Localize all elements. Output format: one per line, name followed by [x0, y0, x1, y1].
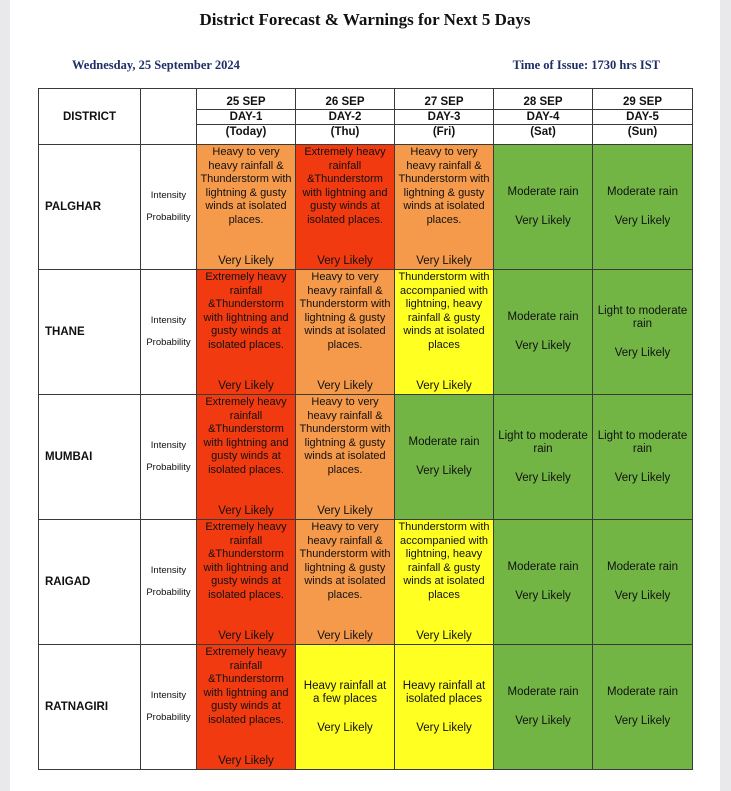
- row-labels: [141, 270, 197, 395]
- intensity-text: Heavy to very heavy rainfall & Thunderstorm with lightning & gusty winds at isolated places.: [398, 146, 490, 226]
- row-labels: [141, 520, 197, 645]
- label-header: [141, 89, 197, 145]
- intensity-text: Moderate rain: [507, 561, 579, 574]
- probability-text: Very Likely: [515, 471, 571, 484]
- intensity-label: Intensity: [150, 565, 187, 576]
- forecast-cell: [395, 645, 494, 770]
- district-row: [39, 645, 693, 770]
- probability-text: Very Likely: [614, 589, 671, 602]
- forecast-cell: [296, 645, 395, 770]
- day-name: (Sat): [494, 124, 592, 139]
- day-number: DAY-2: [296, 109, 394, 124]
- intensity-text: Moderate rain: [408, 436, 480, 449]
- day-number: DAY-4: [494, 109, 592, 124]
- district-row: [39, 520, 693, 645]
- probability-text: Very Likely: [317, 721, 373, 734]
- intensity-text: Heavy to very heavy rainfall & Thunderstorm with lightning & gusty winds at isolated places.: [200, 146, 292, 226]
- intensity-text: Heavy rainfall at isolated places: [402, 679, 486, 705]
- day-header: [494, 89, 593, 145]
- probability-text: Very Likely: [416, 630, 472, 642]
- forecast-cell-content: [395, 270, 493, 394]
- forecast-cell-content: [593, 645, 692, 769]
- intensity-text: Light to moderate rain: [498, 429, 588, 455]
- header-row: [39, 89, 693, 145]
- district-name: MUMBAI: [39, 395, 141, 520]
- intensity-text: Heavy to very heavy rainfall & Thunderstorm with lightning & gusty winds at isolated places.: [299, 271, 391, 351]
- forecast-cell-content: [593, 145, 692, 269]
- day-name: (Fri): [395, 124, 493, 139]
- day-date: 28 SEP: [523, 95, 563, 108]
- probability-text: Very Likely: [218, 630, 274, 642]
- district-name: PALGHAR: [39, 145, 141, 270]
- probability-label: Probability: [146, 462, 191, 473]
- forecast-cell: [593, 145, 693, 270]
- intensity-label: Intensity: [150, 190, 187, 201]
- forecast-cell: [296, 395, 395, 520]
- forecast-cell-content: [296, 145, 394, 269]
- day-header: [296, 89, 395, 145]
- intensity-text: Moderate rain: [607, 686, 678, 699]
- intensity-text: Heavy to very heavy rainfall & Thunderstorm with lightning & gusty winds at isolated places.: [299, 396, 391, 476]
- forecast-cell-content: [593, 395, 692, 519]
- probability-label: Probability: [146, 712, 191, 723]
- probability-text: Very Likely: [614, 471, 671, 484]
- forecast-cell: [494, 645, 593, 770]
- forecast-cell-content: [395, 395, 493, 519]
- probability-text: Very Likely: [515, 714, 571, 727]
- issue-date: Wednesday, 25 September 2024: [72, 58, 240, 72]
- forecast-cell: [494, 520, 593, 645]
- day-name: (Sun): [593, 124, 692, 139]
- forecast-cell: [197, 145, 296, 270]
- forecast-cell-content: [197, 520, 295, 644]
- day-header: [395, 89, 494, 145]
- forecast-cell: [197, 645, 296, 770]
- probability-label: Probability: [146, 212, 191, 223]
- probability-text: Very Likely: [515, 589, 571, 602]
- intensity-text: Light to moderate rain: [597, 429, 688, 455]
- forecast-rows: [39, 145, 693, 770]
- day-number: DAY-1: [197, 109, 295, 124]
- probability-text: Very Likely: [218, 505, 274, 517]
- forecast-cell: [197, 520, 296, 645]
- probability-text: Very Likely: [317, 255, 373, 267]
- district-name: THANE: [39, 270, 141, 395]
- forecast-cell-content: [197, 395, 295, 519]
- day-date: 29 SEP: [623, 95, 662, 108]
- forecast-cell: [593, 645, 693, 770]
- district-row: [39, 145, 693, 270]
- probability-text: Very Likely: [218, 380, 274, 392]
- forecast-cell-content: [494, 395, 592, 519]
- forecast-cell-content: [296, 645, 394, 769]
- forecast-cell: [395, 395, 494, 520]
- forecast-cell: [494, 270, 593, 395]
- intensity-text: Moderate rain: [507, 186, 579, 199]
- forecast-cell: [593, 520, 693, 645]
- forecast-cell-content: [197, 145, 295, 269]
- intensity-text: Light to moderate rain: [597, 304, 688, 330]
- probability-text: Very Likely: [416, 380, 472, 392]
- row-labels: [141, 645, 197, 770]
- page-title: District Forecast & Warnings for Next 5 Days: [199, 10, 531, 29]
- forecast-cell-content: [593, 520, 692, 644]
- district-name: RATNAGIRI: [39, 645, 141, 770]
- probability-text: Very Likely: [218, 255, 274, 267]
- day-date: 27 SEP: [424, 95, 464, 108]
- forecast-cell: [395, 145, 494, 270]
- forecast-cell-content: [494, 645, 592, 769]
- intensity-text: Moderate rain: [507, 311, 579, 324]
- issue-time: Time of Issue: 1730 hrs IST: [512, 58, 660, 72]
- forecast-cell: [197, 270, 296, 395]
- intensity-text: Extremely heavy rainfall &Thunderstorm with lightning and gusty winds at isolated places.: [203, 646, 289, 726]
- intensity-text: Extremely heavy rainfall &Thunderstorm with lightning and gusty winds at isolated places.: [302, 146, 388, 226]
- intensity-text: Extremely heavy rainfall &Thunderstorm with lightning and gusty winds at isolated places.: [203, 396, 289, 476]
- intensity-label: Intensity: [150, 440, 187, 451]
- forecast-table: [38, 88, 693, 770]
- probability-text: Very Likely: [218, 755, 274, 767]
- probability-text: Very Likely: [614, 346, 671, 359]
- forecast-cell: [296, 270, 395, 395]
- forecast-cell: [494, 145, 593, 270]
- day-name: (Today): [197, 124, 295, 139]
- intensity-text: Moderate rain: [507, 686, 579, 699]
- forecast-cell-content: [395, 520, 493, 644]
- probability-text: Very Likely: [317, 630, 373, 642]
- probability-label: Probability: [146, 587, 191, 598]
- forecast-cell-content: [494, 520, 592, 644]
- forecast-cell-content: [296, 520, 394, 644]
- day-header: [197, 89, 296, 145]
- day-number: DAY-3: [395, 109, 493, 124]
- intensity-text: Extremely heavy rainfall &Thunderstorm with lightning and gusty winds at isolated places.: [203, 271, 289, 351]
- probability-text: Very Likely: [614, 714, 671, 727]
- forecast-cell-content: [395, 145, 493, 269]
- forecast-cell-content: [296, 270, 394, 394]
- forecast-cell-content: [197, 270, 295, 394]
- forecast-cell-content: [197, 645, 295, 769]
- intensity-text: Extremely heavy rainfall &Thunderstorm with lightning and gusty winds at isolated places.: [203, 521, 289, 601]
- probability-text: Very Likely: [416, 255, 472, 267]
- forecast-cell: [296, 520, 395, 645]
- intensity-label: Intensity: [150, 690, 187, 701]
- forecast-cell: [593, 395, 693, 520]
- probability-text: Very Likely: [515, 214, 571, 227]
- probability-text: Very Likely: [515, 339, 571, 352]
- day-date: 25 SEP: [226, 95, 266, 108]
- intensity-text: Moderate rain: [607, 561, 678, 574]
- forecast-cell: [296, 145, 395, 270]
- day-date: 26 SEP: [325, 95, 365, 108]
- forecast-cell-content: [593, 270, 692, 394]
- row-labels: [141, 145, 197, 270]
- intensity-text: Thunderstorm with accompanied with lightning, heavy rainfall & gusty winds at isolated places: [398, 521, 490, 601]
- intensity-text: Moderate rain: [607, 186, 678, 199]
- forecast-sheet: [10, 0, 720, 791]
- forecast-cell: [593, 270, 693, 395]
- district-name: RAIGAD: [39, 520, 141, 645]
- day-header: [593, 89, 693, 145]
- forecast-cell-content: [494, 145, 592, 269]
- day-number: DAY-5: [593, 109, 692, 124]
- day-name: (Thu): [296, 124, 394, 139]
- intensity-text: Heavy to very heavy rainfall & Thunderstorm with lightning & gusty winds at isolated places.: [299, 521, 391, 601]
- forecast-cell: [395, 270, 494, 395]
- probability-text: Very Likely: [416, 721, 472, 734]
- intensity-text: Heavy rainfall at a few places: [303, 679, 387, 705]
- probability-label: Probability: [146, 337, 191, 348]
- forecast-cell: [197, 395, 296, 520]
- intensity-label: Intensity: [150, 315, 187, 326]
- forecast-cell-content: [296, 395, 394, 519]
- intensity-text: Thunderstorm with accompanied with lightning, heavy rainfall & gusty winds at isolated places: [398, 271, 490, 351]
- probability-text: Very Likely: [317, 505, 373, 517]
- district-row: [39, 395, 693, 520]
- probability-text: Very Likely: [614, 214, 671, 227]
- probability-text: Very Likely: [416, 464, 472, 477]
- probability-text: Very Likely: [317, 380, 373, 392]
- forecast-cell-content: [494, 270, 592, 394]
- district-row: [39, 270, 693, 395]
- row-labels: [141, 395, 197, 520]
- district-header: DISTRICT: [39, 89, 141, 145]
- forecast-cell: [494, 395, 593, 520]
- forecast-cell: [395, 520, 494, 645]
- forecast-cell-content: [395, 645, 493, 769]
